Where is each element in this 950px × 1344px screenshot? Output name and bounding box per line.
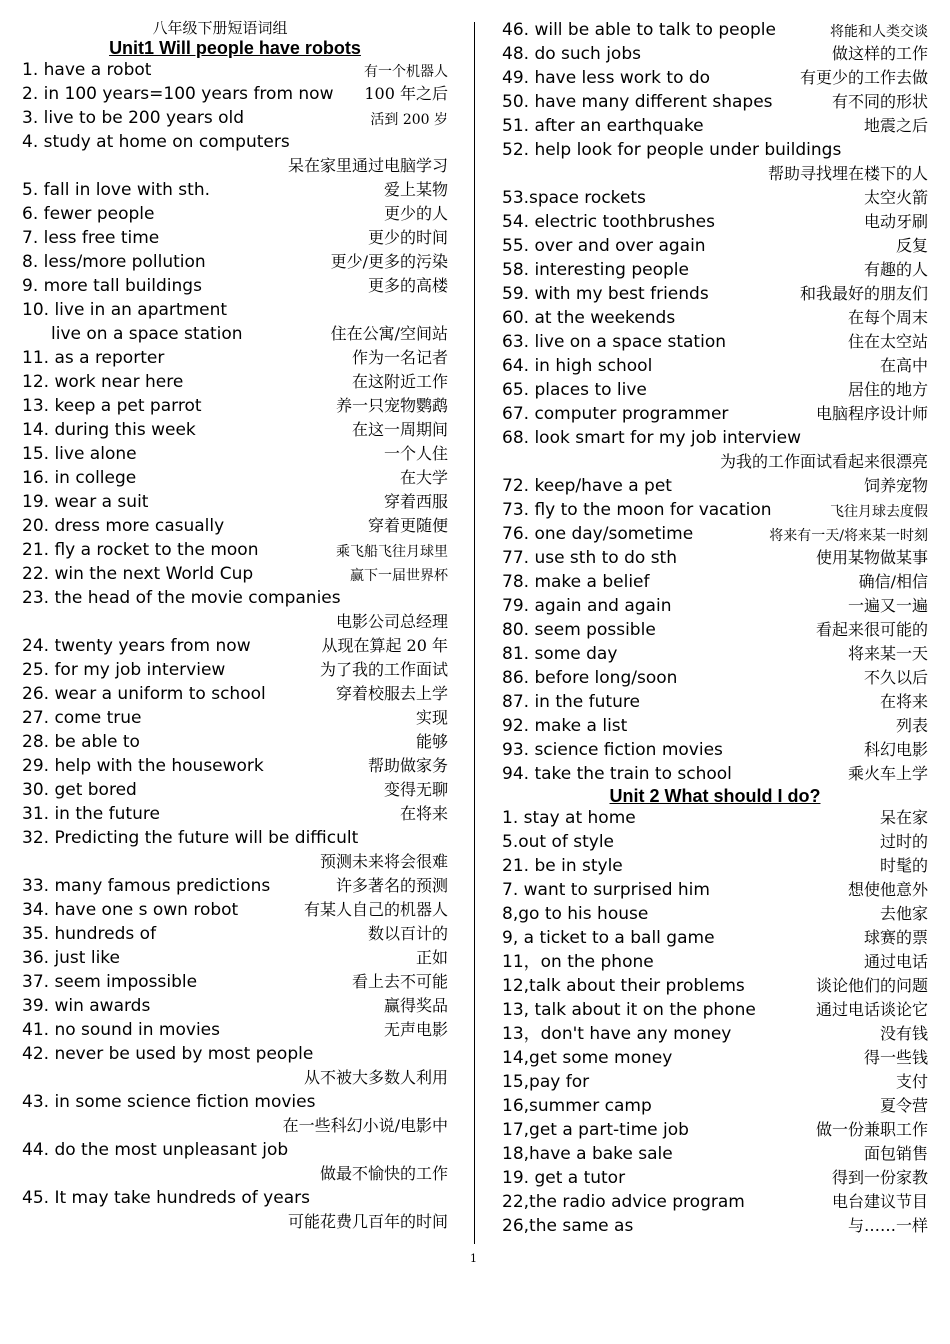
phrase-row bbox=[22, 394, 448, 418]
phrase-row bbox=[22, 538, 448, 562]
phrase-chinese: 想使他意外 bbox=[847, 880, 928, 899]
phrase-chinese: 电脑程序设计师 bbox=[815, 404, 928, 423]
phrase-english: 29. help with the housework bbox=[22, 756, 264, 776]
phrase-row bbox=[502, 830, 928, 854]
phrase-row bbox=[22, 682, 448, 706]
phrase-chinese: 一个人住 bbox=[383, 444, 448, 463]
phrase-english: 53.space rockets bbox=[502, 188, 646, 208]
phrase-chinese: 谈论他们的问题 bbox=[815, 976, 928, 995]
phrase-english: 16. in college bbox=[22, 468, 137, 488]
phrase-english: 67. computer programmer bbox=[502, 404, 729, 424]
phrase-chinese: 在一些科幻小说/电影中 bbox=[282, 1116, 448, 1135]
phrase-row bbox=[22, 970, 448, 994]
phrase-row bbox=[22, 442, 448, 466]
phrase-chinese: 太空火箭 bbox=[863, 188, 928, 207]
phrase-chinese: 更少的时间 bbox=[367, 228, 448, 247]
phrase-chinese: 做这样的工作 bbox=[831, 44, 928, 63]
phrase-row bbox=[502, 902, 928, 926]
phrase-chinese: 飞往月球去度假 bbox=[830, 504, 928, 520]
phrase-row bbox=[502, 258, 928, 282]
phrase-chinese: 科幻电影 bbox=[863, 740, 928, 759]
phrase-chinese: 电影公司总经理 bbox=[335, 612, 448, 631]
phrase-row bbox=[502, 138, 928, 186]
phrase-row bbox=[502, 594, 928, 618]
phrase-english: 14,get some money bbox=[502, 1048, 673, 1068]
phrase-row bbox=[502, 1142, 928, 1166]
phrase-chinese: 作为一名记者 bbox=[351, 348, 448, 367]
phrase-english: 72. keep/have a pet bbox=[502, 476, 672, 496]
phrase-english: 34. have one s own robot bbox=[22, 900, 239, 920]
phrase-english: 44. do the most unpleasant job bbox=[22, 1140, 289, 1160]
phrase-row bbox=[502, 354, 928, 378]
phrase-chinese: 乘飞船飞往月球里 bbox=[336, 544, 448, 560]
phrase-english: 52. help look for people under buildings bbox=[502, 140, 842, 160]
phrase-english: 20. dress more casually bbox=[22, 516, 225, 536]
phrase-english: 93. science fiction movies bbox=[502, 740, 723, 760]
phrase-chinese: 穿着更随便 bbox=[367, 516, 448, 535]
phrase-row bbox=[22, 178, 448, 202]
phrase-row bbox=[22, 994, 448, 1018]
phrase-row bbox=[22, 1090, 448, 1138]
phrase-row bbox=[22, 1042, 448, 1090]
phrase-chinese: 夏令营 bbox=[879, 1096, 928, 1115]
phrase-english: 92. make a list bbox=[502, 716, 628, 736]
phrase-row bbox=[502, 666, 928, 690]
phrase-chinese: 得一些钱 bbox=[863, 1048, 928, 1067]
phrase-row bbox=[502, 1190, 928, 1214]
phrase-chinese: 从现在算起 20 年 bbox=[321, 636, 448, 655]
phrase-row bbox=[502, 498, 928, 522]
phrase-row bbox=[502, 1166, 928, 1190]
phrase-english: 15,pay for bbox=[502, 1072, 590, 1092]
phrase-chinese: 在每个周末 bbox=[847, 308, 928, 327]
phrase-english: 37. seem impossible bbox=[22, 972, 198, 992]
phrase-row bbox=[502, 998, 928, 1022]
phrase-english: 10. live in an apartment bbox=[22, 300, 228, 320]
phrase-english: 68. look smart for my job interview bbox=[502, 428, 801, 448]
phrase-row bbox=[22, 202, 448, 226]
phrase-english: 77. use sth to do sth bbox=[502, 548, 677, 568]
phrase-english: 5.out of style bbox=[502, 832, 615, 852]
phrase-row bbox=[502, 690, 928, 714]
phrase-chinese: 有某人自己的机器人 bbox=[303, 900, 448, 919]
phrase-row bbox=[502, 1118, 928, 1142]
phrase-english: 33. many famous predictions bbox=[22, 876, 271, 896]
phrase-english: 19. get a tutor bbox=[502, 1168, 626, 1188]
phrase-english: 48. do such jobs bbox=[502, 44, 641, 64]
phrase-chinese: 时髦的 bbox=[879, 856, 928, 875]
phrase-chinese: 许多著名的预测 bbox=[335, 876, 448, 895]
phrase-chinese: 更多的高楼 bbox=[367, 276, 448, 295]
phrase-row bbox=[22, 490, 448, 514]
phrase-english: 42. never be used by most people bbox=[22, 1044, 314, 1064]
phrase-chinese: 从不被大多数人利用 bbox=[303, 1068, 448, 1087]
phrase-chinese: 一遍又一遍 bbox=[847, 596, 928, 615]
phrase-row bbox=[502, 426, 928, 474]
phrase-chinese: 通过电话谈论它 bbox=[815, 1000, 928, 1019]
phrase-english: 46. will be able to talk to people bbox=[502, 20, 776, 40]
phrase-row bbox=[502, 878, 928, 902]
phrase-english: 13，don't have any money bbox=[502, 1024, 732, 1044]
phrase-chinese: 列表 bbox=[895, 716, 928, 735]
phrase-chinese: 看上去不可能 bbox=[351, 972, 448, 991]
phrase-english: 60. at the weekends bbox=[502, 308, 676, 328]
phrase-english: 63. live on a space station bbox=[502, 332, 726, 352]
phrase-chinese: 将能和人类交谈 bbox=[830, 24, 928, 40]
phrase-english: 3. live to be 200 years old bbox=[22, 108, 245, 128]
phrase-english: 22. win the next World Cup bbox=[22, 564, 254, 584]
phrase-chinese: 预测未来将会很难 bbox=[319, 852, 448, 871]
phrase-row bbox=[22, 1186, 448, 1234]
phrase-row bbox=[502, 854, 928, 878]
phrase-row bbox=[22, 130, 448, 178]
column-divider bbox=[474, 22, 475, 1244]
phrase-english: 22,the radio advice program bbox=[502, 1192, 745, 1212]
phrase-chinese: 在这一周期间 bbox=[351, 420, 448, 439]
phrase-english: 86. before long/soon bbox=[502, 668, 678, 688]
phrase-chinese: 有不同的形状 bbox=[831, 92, 928, 111]
phrase-chinese: 反复 bbox=[895, 236, 928, 255]
phrase-english: 94. take the train to school bbox=[502, 764, 732, 784]
phrase-english: 43. in some science fiction movies bbox=[22, 1092, 316, 1112]
phrase-chinese: 没有钱 bbox=[879, 1024, 928, 1043]
phrase-row bbox=[502, 330, 928, 354]
phrase-row bbox=[502, 974, 928, 998]
phrase-row bbox=[502, 522, 928, 546]
phrase-english: 73. fly to the moon for vacation bbox=[502, 500, 772, 520]
phrase-row bbox=[502, 714, 928, 738]
phrase-row bbox=[502, 234, 928, 258]
phrase-chinese: 实现 bbox=[415, 708, 448, 727]
phrase-row bbox=[502, 114, 928, 138]
phrase-row bbox=[22, 562, 448, 586]
phrase-row bbox=[22, 754, 448, 778]
phrase-row bbox=[502, 282, 928, 306]
phrase-row bbox=[22, 874, 448, 898]
phrase-english: 58. interesting people bbox=[502, 260, 689, 280]
phrase-row bbox=[502, 1070, 928, 1094]
phrase-chinese: 球赛的票 bbox=[863, 928, 928, 947]
phrase-english: 11，on the phone bbox=[502, 952, 654, 972]
phrase-chinese: 能够 bbox=[415, 732, 448, 751]
phrase-chinese: 赢下一届世界杯 bbox=[350, 568, 448, 584]
phrase-english: 30. get bored bbox=[22, 780, 137, 800]
phrase-row bbox=[22, 370, 448, 394]
phrase-row bbox=[502, 926, 928, 950]
phrase-english: 26. wear a uniform to school bbox=[22, 684, 266, 704]
phrase-english: 80. seem possible bbox=[502, 620, 656, 640]
phrase-english: 87. in the future bbox=[502, 692, 640, 712]
phrase-chinese: 活到 200 岁 bbox=[370, 112, 448, 128]
phrase-row bbox=[22, 418, 448, 442]
phrase-row bbox=[22, 106, 448, 130]
phrase-english: 26,the same as bbox=[502, 1216, 634, 1236]
phrase-english: 78. make a belief bbox=[502, 572, 650, 592]
phrase-chinese: 穿着西服 bbox=[383, 492, 448, 511]
phrase-english: 27. come true bbox=[22, 708, 142, 728]
phrase-row bbox=[22, 250, 448, 274]
phrase-chinese: 电动牙刷 bbox=[863, 212, 928, 231]
phrase-english: 49. have less work to do bbox=[502, 68, 711, 88]
phrase-row bbox=[22, 826, 448, 874]
phrase-english: 11. as a reporter bbox=[22, 348, 165, 368]
phrase-english: 5. fall in love with sth. bbox=[22, 180, 210, 200]
phrase-row bbox=[502, 1046, 928, 1070]
page-number: 1 bbox=[470, 1252, 477, 1265]
phrase-english: 45. It may take hundreds of years bbox=[22, 1188, 310, 1208]
phrase-english: 14. during this week bbox=[22, 420, 196, 440]
phrase-row bbox=[22, 514, 448, 538]
phrase-english: 54. electric toothbrushes bbox=[502, 212, 715, 232]
phrase-english: 28. be able to bbox=[22, 732, 140, 752]
phrase-english: 23. the head of the movie companies bbox=[22, 588, 341, 608]
phrase-row bbox=[502, 806, 928, 830]
phrase-english: 79. again and again bbox=[502, 596, 672, 616]
phrase-english: 2. in 100 years=100 years from now bbox=[22, 84, 334, 104]
phrase-row bbox=[502, 66, 928, 90]
phrase-row bbox=[502, 474, 928, 498]
phrase-chinese: 在将来 bbox=[879, 692, 928, 711]
phrase-english: 55. over and over again bbox=[502, 236, 706, 256]
unit1-phrase-list-continued bbox=[502, 18, 928, 786]
phrase-chinese: 帮助寻找埋在楼下的人 bbox=[767, 164, 928, 183]
phrase-row bbox=[22, 226, 448, 250]
phrase-row bbox=[502, 378, 928, 402]
phrase-english: 1. have a robot bbox=[22, 60, 152, 80]
phrase-row bbox=[502, 546, 928, 570]
unit1-phrase-list bbox=[22, 58, 448, 1234]
phrase-chinese: 为了我的工作面试 bbox=[319, 660, 448, 679]
phrase-chinese: 赢得奖品 bbox=[383, 996, 448, 1015]
phrase-chinese: 为我的工作面试看起来很漂亮 bbox=[719, 452, 928, 471]
phrase-row bbox=[22, 802, 448, 826]
phrase-row bbox=[502, 642, 928, 666]
phrase-row bbox=[22, 658, 448, 682]
phrase-english: 17,get a part-time job bbox=[502, 1120, 689, 1140]
phrase-english: 19. wear a suit bbox=[22, 492, 149, 512]
phrase-english: 51. after an earthquake bbox=[502, 116, 704, 136]
phrase-english: 59. with my best friends bbox=[502, 284, 709, 304]
phrase-chinese: 可能花费几百年的时间 bbox=[287, 1212, 448, 1231]
phrase-row bbox=[502, 738, 928, 762]
phrase-row bbox=[502, 950, 928, 974]
phrase-chinese: 有更少的工作去做 bbox=[799, 68, 928, 87]
phrase-english: 16,summer camp bbox=[502, 1096, 652, 1116]
phrase-chinese: 与……一样 bbox=[847, 1216, 928, 1235]
phrase-row bbox=[22, 82, 448, 106]
phrase-english: 7. less free time bbox=[22, 228, 160, 248]
phrase-english: 4. study at home on computers bbox=[22, 132, 290, 152]
phrase-chinese: 数以百计的 bbox=[367, 924, 448, 943]
phrase-chinese: 将来某一天 bbox=[847, 644, 928, 663]
phrase-row bbox=[22, 586, 448, 634]
right-column bbox=[502, 18, 928, 1238]
phrase-row bbox=[22, 706, 448, 730]
phrase-chinese: 面包销售 bbox=[863, 1144, 928, 1163]
phrase-chinese: 有趣的人 bbox=[863, 260, 928, 279]
phrase-row bbox=[502, 18, 928, 42]
phrase-row bbox=[22, 58, 448, 82]
phrase-chinese: 帮助做家务 bbox=[367, 756, 448, 775]
phrase-row bbox=[502, 762, 928, 786]
phrase-english: 65. places to live bbox=[502, 380, 647, 400]
phrase-chinese: 在将来 bbox=[399, 804, 448, 823]
phrase-chinese: 地震之后 bbox=[863, 116, 928, 135]
phrase-chinese: 100 年之后 bbox=[364, 84, 448, 103]
phrase-english: 15. live alone bbox=[22, 444, 137, 464]
phrase-chinese: 更少的人 bbox=[383, 204, 448, 223]
phrase-english: 36. just like bbox=[22, 948, 121, 968]
phrase-english: 7. want to surprised him bbox=[502, 880, 710, 900]
phrase-row bbox=[22, 322, 448, 346]
phrase-chinese: 在高中 bbox=[879, 356, 928, 375]
phrase-row bbox=[502, 186, 928, 210]
phrase-chinese: 呆在家里通过电脑学习 bbox=[287, 156, 448, 175]
phrase-english: 13. keep a pet parrot bbox=[22, 396, 202, 416]
phrase-row bbox=[22, 298, 448, 322]
phrase-row bbox=[502, 618, 928, 642]
unit2-phrase-list bbox=[502, 806, 928, 1238]
phrase-row bbox=[502, 42, 928, 66]
phrase-chinese: 爱上某物 bbox=[383, 180, 448, 199]
phrase-english: 39. win awards bbox=[22, 996, 151, 1016]
phrase-english: 31. in the future bbox=[22, 804, 160, 824]
phrase-english: 9. more tall buildings bbox=[22, 276, 202, 296]
phrase-row bbox=[22, 1138, 448, 1186]
phrase-english: 24. twenty years from now bbox=[22, 636, 251, 656]
phrase-chinese: 更少/更多的污染 bbox=[330, 252, 448, 271]
phrase-chinese: 得到一份家教 bbox=[831, 1168, 928, 1187]
phrase-row bbox=[502, 1022, 928, 1046]
phrase-english: 8,go to his house bbox=[502, 904, 649, 924]
phrase-chinese: 使用某物做某事 bbox=[815, 548, 928, 567]
phrase-chinese: 确信/相信 bbox=[858, 572, 928, 591]
phrase-row bbox=[502, 90, 928, 114]
phrase-chinese: 去他家 bbox=[879, 904, 928, 923]
phrase-chinese: 住在公寓/空间站 bbox=[330, 324, 448, 343]
phrase-english: 8. less/more pollution bbox=[22, 252, 206, 272]
phrase-chinese: 住在太空站 bbox=[847, 332, 928, 351]
phrase-chinese: 支付 bbox=[895, 1072, 928, 1091]
phrase-row bbox=[22, 922, 448, 946]
phrase-row bbox=[22, 466, 448, 490]
phrase-chinese: 在大学 bbox=[399, 468, 448, 487]
phrase-english: 21. be in style bbox=[502, 856, 623, 876]
phrase-english: 18,have a bake sale bbox=[502, 1144, 673, 1164]
document-title: 八年级下册短语词组 bbox=[152, 19, 288, 37]
phrase-chinese: 有一个机器人 bbox=[364, 64, 448, 80]
phrase-chinese: 通过电话 bbox=[863, 952, 928, 971]
phrase-chinese: 变得无聊 bbox=[383, 780, 448, 799]
phrase-english: 35. hundreds of bbox=[22, 924, 157, 944]
phrase-english: 12. work near here bbox=[22, 372, 184, 392]
left-column bbox=[22, 18, 448, 1234]
phrase-chinese: 不久以后 bbox=[863, 668, 928, 687]
phrase-chinese: 看起来很可能的 bbox=[815, 620, 928, 639]
phrase-chinese: 做一份兼职工作 bbox=[815, 1120, 928, 1139]
phrase-chinese: 无声电影 bbox=[383, 1020, 448, 1039]
phrase-row bbox=[22, 274, 448, 298]
phrase-english: 76. one day/sometime bbox=[502, 524, 694, 544]
phrase-row bbox=[502, 210, 928, 234]
phrase-chinese: 养一只宠物鹦鹉 bbox=[335, 396, 448, 415]
phrase-row bbox=[502, 570, 928, 594]
phrase-chinese: 呆在家 bbox=[879, 808, 928, 827]
phrase-english: 81. some day bbox=[502, 644, 618, 664]
phrase-row bbox=[22, 1018, 448, 1042]
phrase-row bbox=[22, 946, 448, 970]
phrase-chinese: 电台建议节目 bbox=[831, 1192, 928, 1211]
phrase-english: 32. Predicting the future will be difficult bbox=[22, 828, 359, 848]
phrase-row bbox=[22, 634, 448, 658]
phrase-row bbox=[22, 730, 448, 754]
phrase-english: 50. have many different shapes bbox=[502, 92, 773, 112]
phrase-english: 9, a ticket to a ball game bbox=[502, 928, 715, 948]
phrase-row bbox=[22, 778, 448, 802]
phrase-chinese: 将来有一天/将来某一时刻 bbox=[769, 528, 928, 544]
phrase-english: 64. in high school bbox=[502, 356, 653, 376]
phrase-row bbox=[502, 402, 928, 426]
phrase-chinese: 穿着校服去上学 bbox=[335, 684, 448, 703]
phrase-chinese: 乘火车上学 bbox=[847, 764, 928, 783]
phrase-english: 25. for my job interview bbox=[22, 660, 226, 680]
phrase-chinese: 和我最好的朋友们 bbox=[799, 284, 928, 303]
phrase-chinese: 饲养宠物 bbox=[863, 476, 928, 495]
phrase-row bbox=[502, 306, 928, 330]
phrase-row bbox=[22, 898, 448, 922]
phrase-row bbox=[22, 346, 448, 370]
phrase-chinese: 居住的地方 bbox=[847, 380, 928, 399]
phrase-row bbox=[502, 1214, 928, 1238]
phrase-english: 1. stay at home bbox=[502, 808, 636, 828]
phrase-english: 41. no sound in movies bbox=[22, 1020, 220, 1040]
phrase-chinese: 过时的 bbox=[879, 832, 928, 851]
phrase-row bbox=[502, 1094, 928, 1118]
phrase-chinese: 在这附近工作 bbox=[351, 372, 448, 391]
phrase-english: 13, talk about it on the phone bbox=[502, 1000, 756, 1020]
phrase-english: 6. fewer people bbox=[22, 204, 155, 224]
phrase-english: 12,talk about their problems bbox=[502, 976, 745, 996]
unit2-heading: Unit 2 What should I do? bbox=[609, 786, 821, 806]
phrase-english: live on a space station bbox=[51, 324, 243, 344]
unit1-heading: Unit1 Will people have robots bbox=[109, 38, 361, 58]
phrase-chinese: 做最不愉快的工作 bbox=[319, 1164, 448, 1183]
phrase-chinese: 正如 bbox=[415, 948, 448, 967]
phrase-english: 21. fly a rocket to the moon bbox=[22, 540, 259, 560]
